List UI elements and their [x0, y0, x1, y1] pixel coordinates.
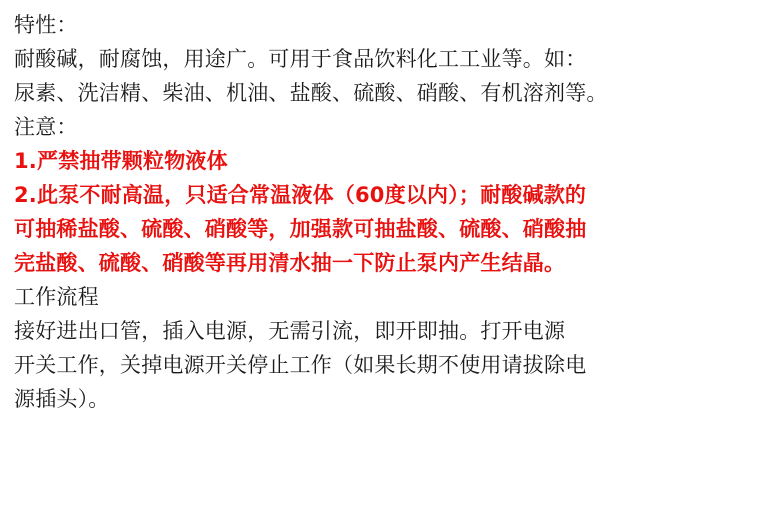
features-heading: 特性：: [14, 13, 78, 37]
notice-item-2-line-2: 可抽稀盐酸、硫酸、硝酸等，加强款可抽盐酸、硫酸、硝酸抽: [14, 217, 587, 241]
notice-heading: 注意：: [14, 115, 78, 139]
notice-item-2-line-3: 完盐酸、硫酸、硝酸等再用清水抽一下防止泵内产生结晶。: [14, 251, 566, 275]
workflow-line-2: 开关工作，关掉电源开关停止工作（如果长期不使用请拔除电: [14, 353, 587, 377]
notice-heading-section: [14, 110, 746, 144]
notice-item-1: 1.严禁抽带颗粒物液体: [14, 149, 228, 173]
features-line-2: 尿素、洗洁精、柴油、机油、盐酸、硫酸、硝酸、有机溶剂等。: [14, 81, 608, 105]
workflow-line-1: 接好进出口管，插入电源，无需引流，即开即抽。打开电源: [14, 319, 566, 343]
features-section: [14, 8, 746, 110]
notice-item-2-line-1: 2.此泵不耐高温，只适合常温液体（60度以内）；耐酸碱款的: [14, 183, 587, 207]
features-line-1: 耐酸碱，耐腐蚀，用途广。可用于食品饮料化工工业等。如：: [14, 47, 587, 71]
workflow-section: [14, 280, 746, 416]
workflow-heading: 工作流程: [14, 285, 99, 309]
workflow-line-3: 源插头）。: [14, 387, 110, 411]
notice-items-section: [14, 144, 746, 280]
